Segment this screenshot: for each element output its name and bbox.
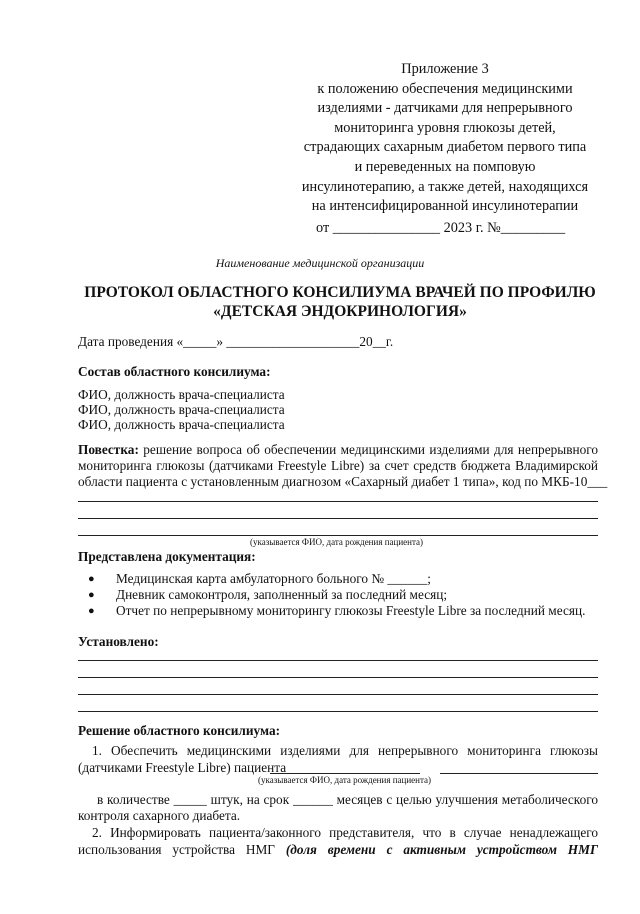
appendix-header bbox=[285, 60, 605, 217]
appendix-line: изделиями - датчиками для непрерывного bbox=[317, 100, 573, 117]
fill-line bbox=[440, 773, 598, 774]
decision-line: контроля сахарного диабета. bbox=[78, 808, 241, 823]
list-item bbox=[88, 603, 585, 619]
decision-emphasis: (доля времени с активным устройством НМГ bbox=[285, 842, 598, 857]
agenda-label: Повестка: bbox=[78, 442, 139, 457]
appendix-line: к положению обеспечения медицинскими bbox=[317, 80, 573, 97]
bullet-icon: ● bbox=[88, 589, 95, 601]
appendix-line: Приложение 3 bbox=[401, 61, 489, 77]
protocol-title-line: ПРОТОКОЛ ОБЛАСТНОГО КОНСИЛИУМА ВРАЧЕЙ ПО ПРОФИЛЮ bbox=[84, 284, 596, 301]
decision-line: 1. Обеспечить медицинскими изделиями для непрерывного мониторинга глюкозы bbox=[92, 743, 598, 758]
appendix-date-line: от _______________ 2023 г. №_________ bbox=[316, 220, 566, 236]
agenda-text: решение вопроса об обеспечении медицинскими изделиями для непрерывного bbox=[143, 442, 599, 457]
agenda-line: мониторинга глюкозы (датчиками Freestyle Libre) за счет средств бюджета Владимирской bbox=[78, 458, 598, 473]
documents-heading: Представлена документация: bbox=[78, 549, 256, 564]
decision-line: (датчиками Freestyle Libre) пациента bbox=[78, 760, 287, 775]
fill-line bbox=[78, 660, 598, 661]
appendix-line: страдающих сахарным диабетом первого типа bbox=[303, 139, 587, 156]
protocol-title bbox=[60, 283, 620, 321]
bullet-icon: ● bbox=[88, 605, 95, 617]
agenda-line: области пациента с установленным диагнозом «Сахарный диабет 1 типа», код по МКБ-10___ bbox=[78, 474, 608, 489]
appendix-line: мониторинга уровня глюкозы детей, bbox=[334, 119, 556, 136]
decision-line: в количестве _____ штук, на срок ______ месяцев с целью улучшения метаболического bbox=[97, 792, 598, 807]
fill-line bbox=[78, 694, 598, 695]
date-held: Дата проведения «_____» ____________________20__г. bbox=[78, 334, 394, 349]
decision-line bbox=[78, 842, 598, 858]
fill-line bbox=[78, 677, 598, 678]
fill-line bbox=[78, 711, 598, 712]
fill-line bbox=[78, 518, 598, 519]
patient-hint: (указывается ФИО, дата рождения пациента) bbox=[258, 775, 431, 785]
documents-list bbox=[88, 571, 585, 619]
member-line: ФИО, должность врача-специалиста bbox=[78, 417, 285, 432]
fill-line bbox=[78, 501, 598, 502]
decision-text: использования устройства НМГ bbox=[78, 842, 275, 857]
organization-name: Наименование медицинской организации bbox=[215, 256, 425, 270]
agenda-hint: (указывается ФИО, дата рождения пациента) bbox=[250, 537, 423, 547]
fill-line bbox=[78, 535, 598, 536]
list-item bbox=[88, 587, 585, 603]
member-line: ФИО, должность врача-специалиста bbox=[78, 402, 285, 417]
composition-heading: Состав областного консилиума: bbox=[78, 364, 271, 379]
established-heading: Установлено: bbox=[78, 634, 159, 649]
document-item: Медицинская карта амбулаторного больного № ______; bbox=[116, 571, 431, 586]
decision-line: 2. Информировать пациента/законного представителя, что в случае ненадлежащего bbox=[92, 825, 598, 840]
document-item: Дневник самоконтроля, заполненный за последний месяц; bbox=[116, 587, 448, 602]
appendix-line: инсулинотерапию, а также детей, находящихся bbox=[301, 178, 589, 195]
decision-heading: Решение областного консилиума: bbox=[78, 723, 281, 738]
fill-line bbox=[270, 773, 420, 774]
agenda-line bbox=[78, 442, 598, 458]
appendix-line: и переведенных на помповую bbox=[354, 158, 536, 175]
list-item bbox=[88, 571, 585, 587]
appendix-line: на интенсифицированной инсулинотерапии bbox=[311, 198, 579, 215]
document-item: Отчет по непрерывному мониторингу глюкозы Freestyle Libre за последний месяц. bbox=[116, 603, 586, 618]
member-line: ФИО, должность врача-специалиста bbox=[78, 387, 285, 402]
bullet-icon: ● bbox=[88, 573, 95, 585]
protocol-title-line: «ДЕТСКАЯ ЭНДОКРИНОЛОГИЯ» bbox=[213, 303, 467, 320]
